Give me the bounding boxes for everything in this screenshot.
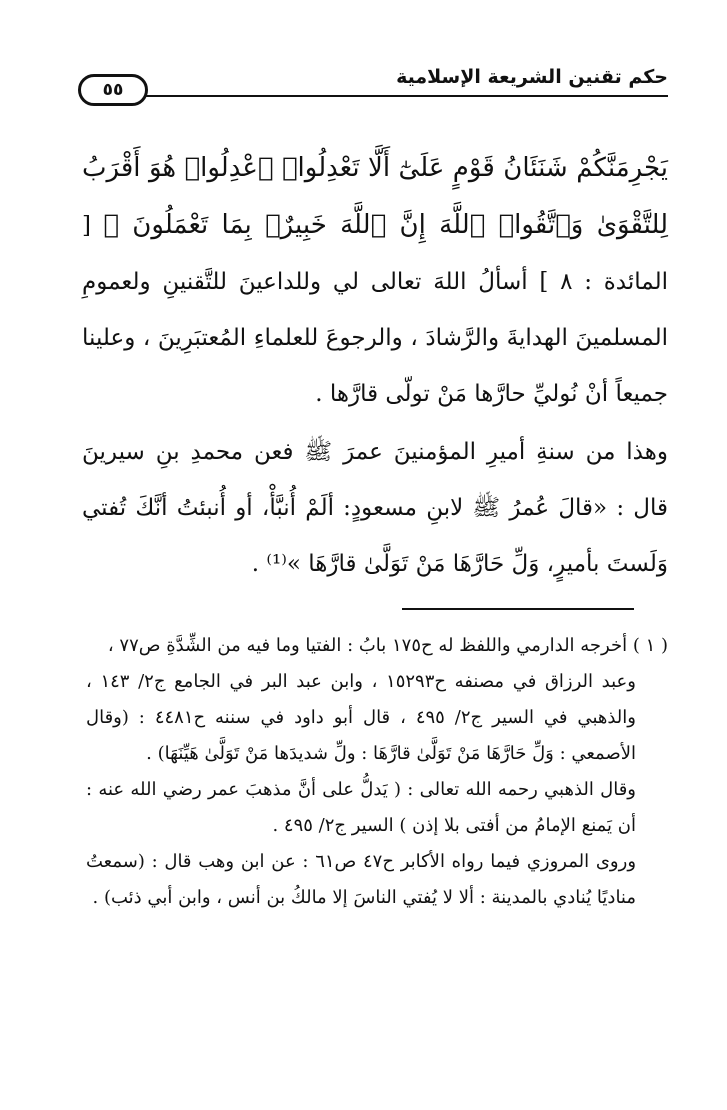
page-number: ٥٥ xyxy=(78,74,148,106)
footnote-1-dhahabi: وقال الذهبي رحمه الله تعالى : ( يَدلُّ على أنَّ مذهبَ عمر رضي الله عنه : أن يَمنع الإمامُ من أفتى بلا إذن ) السير ج٢/ ٤٩٥ . xyxy=(86,779,636,836)
paragraph-2: وهذا من سنةِ أميرِ المؤمنينَ عمرَ ﷺ فعن محمدِ بنِ سيرينَ قال : «قالَ عُمرُ ﷺ لابنِ مسعودٍ: ألَمْ أُنبَّأْ، أو أُنبئتُ أنَّكَ تُفتي وَلَستَ بأميرٍ، وَلِّ حَارَّهَا مَنْ تَوَلَّىٰ قارَّهَا »⁽¹⁾ . xyxy=(82,439,668,577)
footnote-1-first-line: ( ١ ) أخرجه الدارمي واللفظ له ح١٧٥ بابُ : الفتيا وما فيه من الشِّدَّةِ ص٧٧ ، xyxy=(107,635,668,656)
quran-verse: يَجْرِمَنَّكُمْ شَنَئَانُ قَوْمٍ عَلَىٰٓ أَلَّا تَعْدِلُوا۟ ٱعْدِلُوا۟ هُوَ أَقْرَبُ لِلتَّقْوَىٰ وَٱتَّقُوا۟ ٱللَّهَ إِنَّ ٱللَّهَ خَبِيرٌۢ بِمَا تَعْمَلُونَ ﴾ xyxy=(82,153,668,240)
footnote-1-marwazi: وروى المروزي فيما رواه الأكابر ح٤٧ ص٦١ : عن ابن وهب قال : (سمعتُ مناديًا يُنادي بالمدينة : ألا لا يُفتي الناسَ إلا مالكُ بن أنس ، وابن أبي ذئب) . xyxy=(86,851,637,908)
paragraph-1 xyxy=(82,140,668,422)
footnote-separator xyxy=(402,608,634,610)
footnotes xyxy=(86,628,668,916)
footnote-1-continuation: وعبد الرزاق في مصنفه ح١٥٢٩٣ ، وابن عبد البر في الجامع ج٢/ ١٤٣ ، والذهبي في السير ج٢/ ٤٩٥ ، قال أبو داود في سننه ح٤٤٨١ : (وقال الأصمعي : وَلِّ حَارَّهَا مَنْ تَوَلَّىٰ قارَّهَا : ولِّ شديدَها مَنْ تَوَلَّىٰ هَيِّنَهَا) . xyxy=(86,671,636,764)
running-title: حكم تقنين الشريعة الإسلامية xyxy=(396,66,668,88)
paragraph-1-text: [ المائدة : ٨ ] أسألُ اللهَ تعالى لي وللداعينَ للتَّقنينِ ولعمومِ المسلمينَ الهدايةَ والرَّشادَ ، والرجوعَ للعلماءِ المُعتبَرِينَ ، وعلينا جميعاً أنْ نُوليِّ حارَّها مَنْ تولّى قارَّها . xyxy=(82,213,668,407)
main-text xyxy=(82,140,668,592)
header-rule xyxy=(136,95,668,97)
page-header xyxy=(78,60,668,108)
